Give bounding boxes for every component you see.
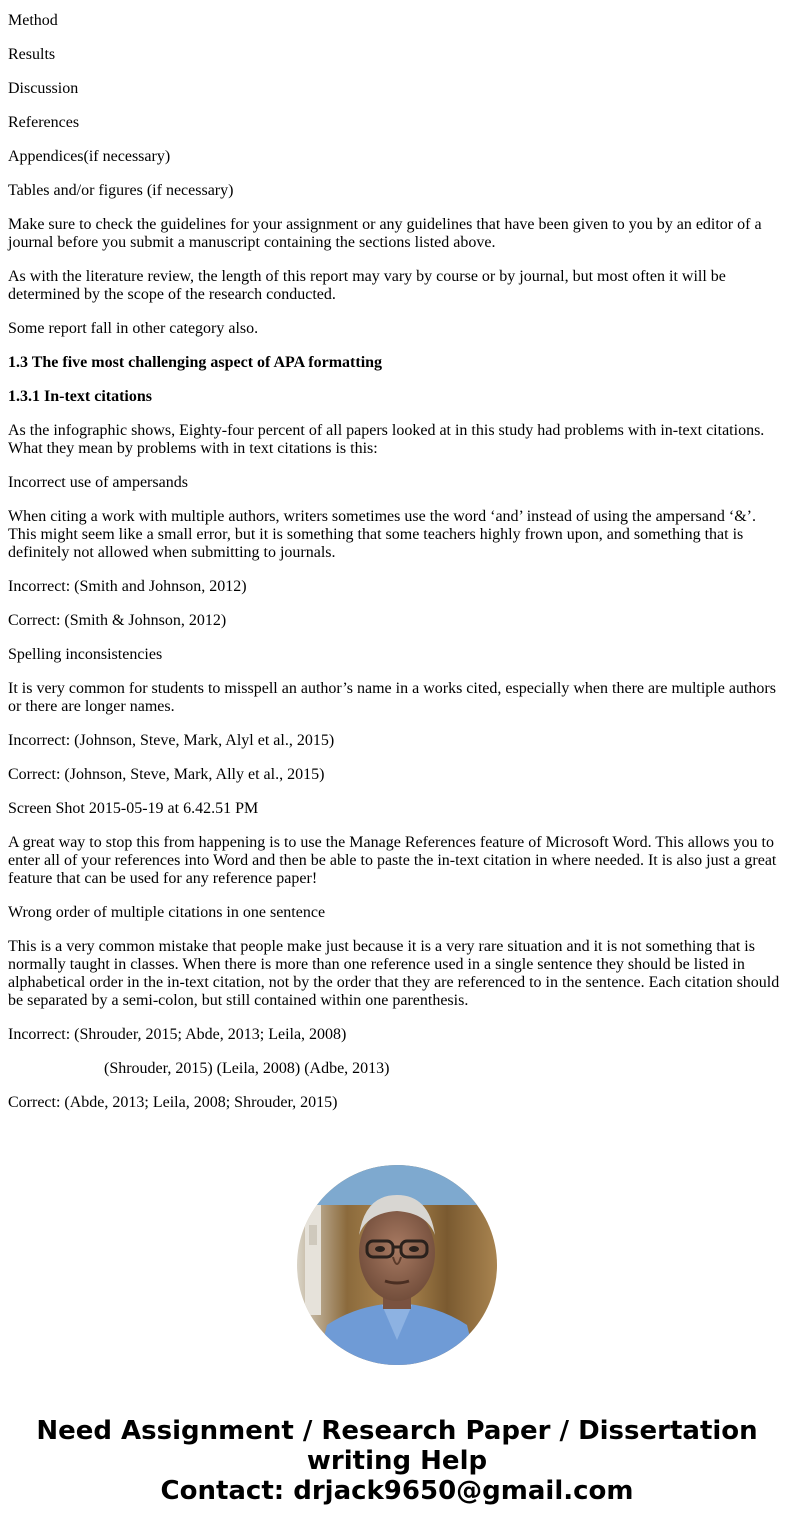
section-heading: 1.3.1 In-text citations (8, 388, 152, 405)
body-paragraph: Discussion (8, 80, 79, 97)
promo-banner (0, 1416, 794, 1506)
body-paragraph: Method (8, 12, 58, 29)
body-paragraph: Results (8, 46, 56, 63)
body-paragraph: References (8, 114, 80, 131)
body-paragraph: Incorrect: (Smith and Johnson, 2012) (8, 578, 247, 595)
body-paragraph: Some report fall in other category also. (8, 320, 259, 337)
body-paragraph: Correct: (Smith & Johnson, 2012) (8, 612, 227, 629)
body-paragraph: As the infographic shows, Eighty-four percent of all papers looked at in this study had problems with in-text citations. What they mean by problems with in text citations is this: (8, 422, 765, 457)
body-paragraph: Incorrect: (Johnson, Steve, Mark, Alyl et al., 2015) (8, 732, 335, 749)
body-paragraph: This is a very common mistake that people make just because it is a very rare situation and it is not something that is normally taught in classes. When there is more than one reference used in a single sentence they should be listed in alphabetical order in the in-text citation, not by the order that they are referenced to in the sentence. Each citation should be separated by a semi-colon, but still contained within one parenthesis. (8, 938, 780, 1009)
promo-line-1: Need Assignment / Research Paper / Dissertation (36, 1416, 758, 1446)
body-paragraph: When citing a work with multiple authors, writers sometimes use the word ‘and’ instead of using the ampersand ‘&’. This might seem like a small error, but it is something that some teachers highly frown upon, and something that is definitely not allowed when submitting to journals. (8, 508, 756, 561)
promo-contact: Contact: drjack9650@gmail.com (160, 1476, 634, 1506)
section-heading: 1.3 The five most challenging aspect of APA formatting (8, 354, 383, 371)
body-paragraph: Tables and/or figures (if necessary) (8, 182, 234, 199)
body-paragraph: It is very common for students to misspell an author’s name in a works cited, especially when there are multiple authors or there are longer names. (8, 680, 776, 715)
body-paragraph: As with the literature review, the length of this report may vary by course or by journal, but most often it will be determined by the scope of the research conducted. (8, 268, 726, 303)
body-paragraph: Correct: (Abde, 2013; Leila, 2008; Shrouder, 2015) (8, 1094, 338, 1111)
author-avatar (297, 1165, 497, 1365)
author-portrait-icon (297, 1165, 497, 1365)
body-paragraph: Incorrect: (Shrouder, 2015; Abde, 2013; Leila, 2008) (8, 1026, 347, 1043)
promo-line-2: writing Help (306, 1446, 488, 1476)
body-paragraph: Wrong order of multiple citations in one sentence (8, 904, 326, 921)
body-paragraph: A great way to stop this from happening is to use the Manage References feature of Microsoft Word. This allows you to enter all of your references into Word and then be able to paste the in-text citation in where needed. It is also just a great feature that can be used for any reference paper! (8, 834, 777, 887)
document-body (0, 12, 794, 1112)
body-paragraph: (Shrouder, 2015) (Leila, 2008) (Adbe, 2013) (104, 1060, 390, 1077)
body-paragraph: Correct: (Johnson, Steve, Mark, Ally et al., 2015) (8, 766, 325, 783)
body-paragraph: Make sure to check the guidelines for your assignment or any guidelines that have been given to you by an editor of a journal before you submit a manuscript containing the sections listed above. (8, 216, 762, 251)
body-paragraph: Incorrect use of ampersands (8, 474, 188, 491)
body-paragraph: Screen Shot 2015-05-19 at 6.42.51 PM (8, 800, 259, 817)
body-paragraph: Appendices(if necessary) (8, 148, 171, 165)
body-paragraph: Spelling inconsistencies (8, 646, 163, 663)
